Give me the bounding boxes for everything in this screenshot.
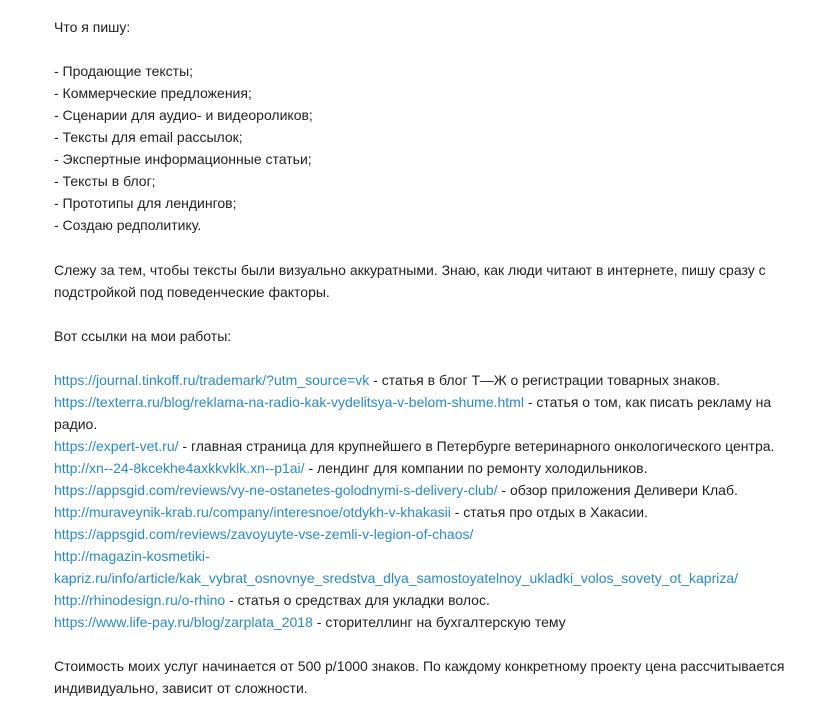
work-link[interactable]: kapriz.ru/info/article/kak_vybrat_osnovnye_sredstva_dlya_samostoyatelnoy_ukladki_volos_sovety_ot_kapriza/ <box>54 570 739 586</box>
link-description: - статья о средствах для укладки волос. <box>225 592 490 608</box>
service-item: - Экспертные информационные статьи; <box>54 151 312 167</box>
service-item: - Коммерческие предложения; <box>54 85 252 101</box>
service-item: - Тексты для email рассылок; <box>54 129 243 145</box>
work-link[interactable]: http://muraveynik-krab.ru/company/interesnoe/otdykh-v-khakasii <box>54 504 451 520</box>
paragraph-line: подстройкой под поведенческие факторы. <box>54 284 330 300</box>
link-item <box>54 611 566 633</box>
service-item: - Сценарии для аудио- и видеороликов; <box>54 107 313 123</box>
link-description: - главная страница для крупнейшего в Петербурге ветеринарного онкологического центра. <box>178 438 775 454</box>
work-link[interactable]: https://www.life-pay.ru/blog/zarplata_2018 <box>54 614 313 630</box>
work-link[interactable]: https://expert-vet.ru/ <box>54 438 179 454</box>
paragraph-line: Стоимость моих услуг начинается от 500 р/1000 знаков. По каждому конкретному проекту цена рассчитывается <box>54 658 785 674</box>
service-item: - Прототипы для лендингов; <box>54 195 237 211</box>
work-link[interactable]: http://xn--24-8kcekhe4axkkvklk.xn--p1ai/ <box>54 460 305 476</box>
link-description: - статья в блог Т—Ж о регистрации товарных знаков. <box>369 372 721 388</box>
link-item <box>54 589 490 611</box>
work-link[interactable]: https://appsgid.com/reviews/vy-ne-ostanetes-golodnymi-s-delivery-club/ <box>54 482 498 498</box>
link-item <box>54 369 720 391</box>
link-description: - статья про отдых в Хакасии. <box>450 504 648 520</box>
link-description-cont: радио. <box>54 416 98 432</box>
link-description: - сторителлинг на бухгалтерскую тему <box>312 614 566 630</box>
link-item <box>54 479 738 501</box>
link-description: - статья о том, как писать рекламу на <box>523 394 772 410</box>
work-link[interactable]: http://magazin-kosmetiki- <box>54 548 210 564</box>
paragraph-line: индивидуально, зависит от сложности. <box>54 680 308 696</box>
link-item <box>54 501 648 523</box>
link-item <box>54 523 473 545</box>
work-link[interactable]: https://texterra.ru/blog/reklama-na-radio-kak-vydelitsya-v-belom-shume.html <box>54 394 524 410</box>
link-item <box>54 391 771 413</box>
intro-text: Что я пишу: <box>54 19 131 35</box>
work-link[interactable]: https://appsgid.com/reviews/zavoyuyte-vse-zemli-v-legion-of-chaos/ <box>54 526 474 542</box>
link-description: - лендинг для компании по ремонту холодильников. <box>304 460 648 476</box>
work-link[interactable]: https://journal.tinkoff.ru/trademark/?utm_source=vk <box>54 372 370 388</box>
link-item <box>54 435 774 457</box>
link-item <box>54 545 210 567</box>
link-item <box>54 457 648 479</box>
links-heading: Вот ссылки на мои работы: <box>54 328 232 344</box>
paragraph-line: Слежу за тем, чтобы тексты были визуально аккуратными. Знаю, как люди читают в интернете, пишу сразу с <box>54 262 766 278</box>
work-link[interactable]: http://rhinodesign.ru/o-rhino <box>54 592 226 608</box>
service-item: - Продающие тексты; <box>54 63 194 79</box>
service-item: - Тексты в блог; <box>54 173 156 189</box>
link-item <box>54 567 738 589</box>
service-item: - Создаю редполитику. <box>54 217 202 233</box>
link-description: - обзор приложения Деливери Клаб. <box>497 482 738 498</box>
